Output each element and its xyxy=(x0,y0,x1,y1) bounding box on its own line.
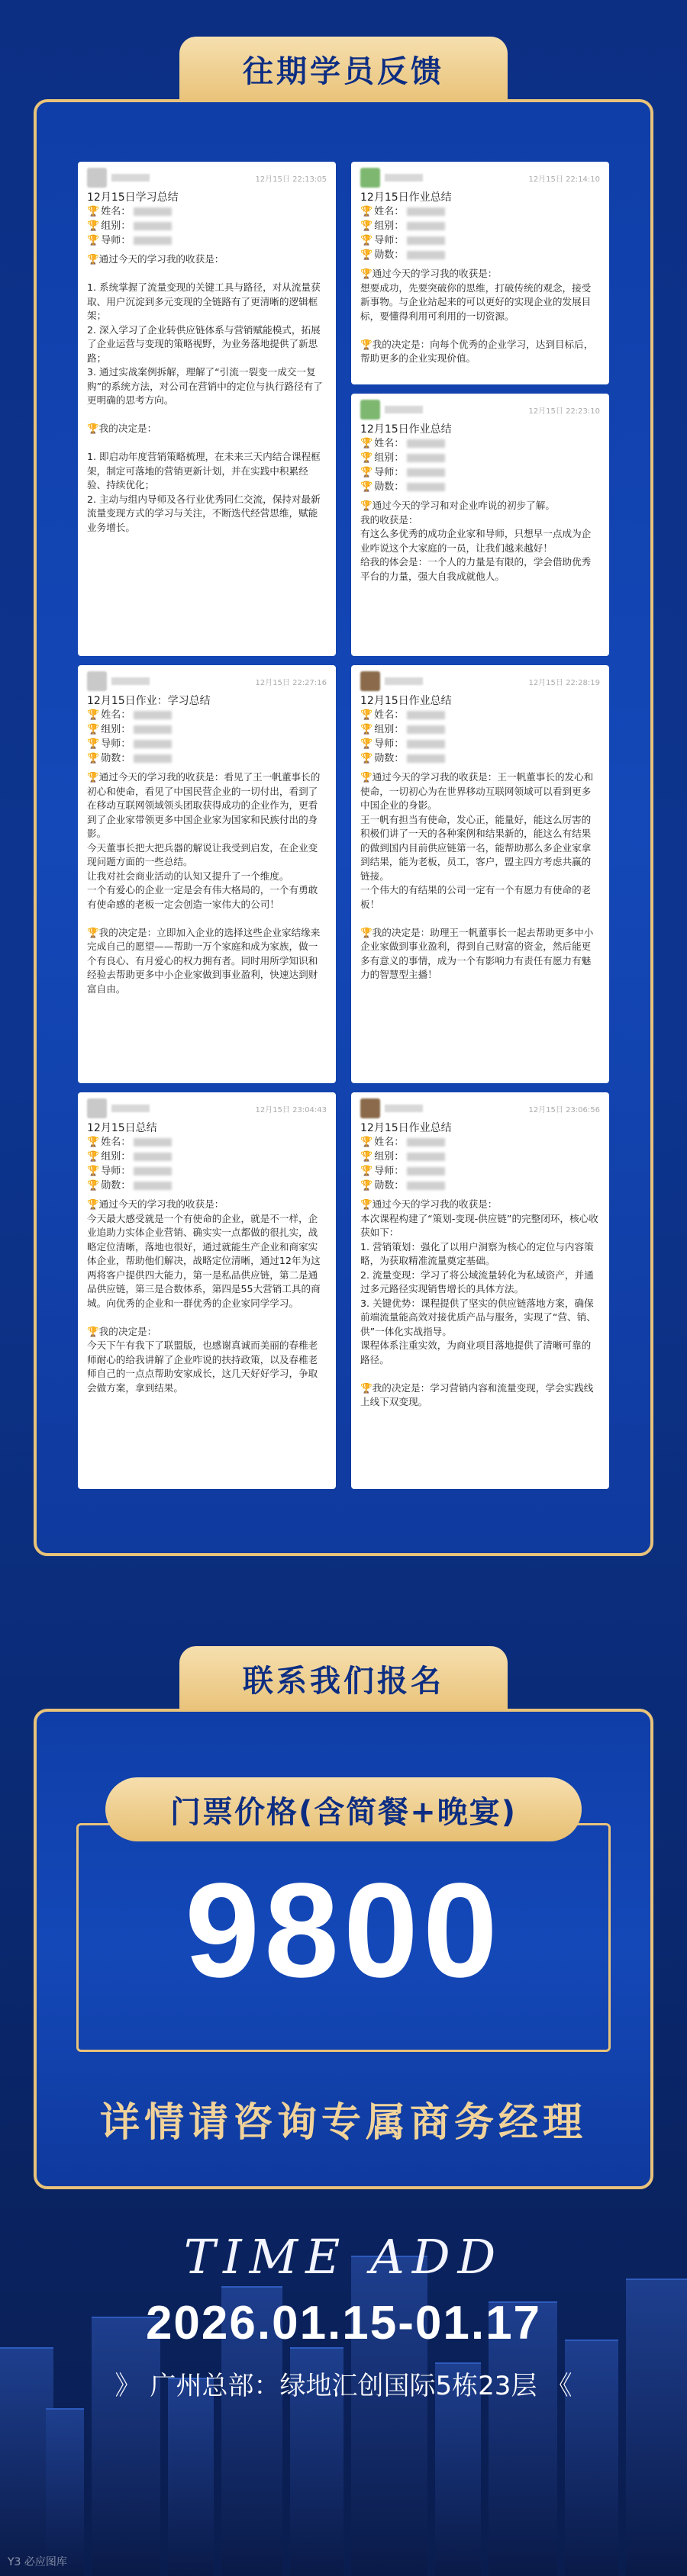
avatar xyxy=(87,671,107,691)
card-body: 🏆通过今天的学习我的收获是： 想要成功，先要突破你的思维，打破传统的观念，接受新事物。与企业站起来的可以更好的实现企业的发展目标，要懂得利用可利用的一切资源。 🏆我的决定是：向每个优秀的企业学习，达到目标后，帮助更多的企业实现价值。 xyxy=(360,268,594,364)
card-field xyxy=(360,737,600,751)
trophy-icon: 🏆 xyxy=(360,1166,373,1177)
redacted-value xyxy=(134,1138,172,1146)
trophy-icon: 🏆 xyxy=(360,452,373,464)
redacted-value xyxy=(407,439,445,448)
trophy-icon: 🏆 xyxy=(360,1137,373,1148)
trophy-icon: 🏆 xyxy=(360,1180,373,1192)
brand-logo: TIME ADD xyxy=(183,2229,504,2285)
card-field xyxy=(360,1135,600,1150)
event-dates: 2026.01.15-01.17 xyxy=(145,2297,542,2349)
consult-text: 详情请咨询专属商务经理 xyxy=(99,2100,587,2146)
section-title-tab xyxy=(179,1646,508,1710)
card-field xyxy=(87,722,327,737)
redacted-value xyxy=(407,1153,445,1161)
trophy-icon: 🏆 xyxy=(360,249,373,261)
field-label: 姓名： xyxy=(374,438,405,449)
redacted-value xyxy=(407,236,445,245)
card-field xyxy=(360,480,600,494)
card-field xyxy=(87,1179,327,1193)
trophy-icon: 🏆 xyxy=(360,481,373,493)
username-blurred xyxy=(385,677,423,685)
card-meta xyxy=(87,169,327,186)
card-field xyxy=(360,722,600,737)
card-field xyxy=(87,233,327,248)
redacted-value xyxy=(134,1182,172,1190)
field-label: 导师： xyxy=(374,738,405,750)
feedback-card xyxy=(78,1092,336,1489)
username-blurred xyxy=(111,1105,150,1112)
avatar xyxy=(360,168,380,188)
timestamp: 12月15日 22:27:16 xyxy=(255,678,327,687)
feedback-card xyxy=(351,665,609,1083)
card-field xyxy=(87,708,327,722)
card-title: 12月15日学习总结 xyxy=(87,191,179,204)
feedback-card xyxy=(351,1092,609,1489)
field-label: 组别： xyxy=(101,1151,131,1163)
trophy-icon: 🏆 xyxy=(360,709,373,721)
avatar xyxy=(360,400,380,420)
avatar xyxy=(360,671,380,691)
card-field xyxy=(87,1164,327,1179)
username-blurred xyxy=(385,1105,423,1112)
card-title: 12月15日作业总结 xyxy=(360,1122,452,1134)
redacted-value xyxy=(407,483,445,491)
card-body: 🏆通过今天的学习我的收获是： 今天最大感受就是一个有使命的企业，就是不一样，企业追助力实体企业营销、确实实一点都做的很扎实，战略定位清晰，落地也很好，通过就能生产企业和商家实体企业，帮助他们解决，战略定位清晰，通过12年为这两将客户提供四大能力，第一是私品供应链，第二是通品供应链，第三是合数体系，第四是55大营销工具的商城。向优秀的企业和一群优秀的企业家同学学习。 🏆我的决定是： 今天下午有我下了联盟版，也感谢真诚而美丽的春稚老师耐心的给我讲解了企业咋说的扶持政策，以及春稚老师自己的一点点帮助安家成长，这几天好好学习，争取会做方案，拿到结果。 xyxy=(87,1198,321,1394)
field-label: 导师： xyxy=(374,235,405,246)
card-field xyxy=(360,1164,600,1179)
card-title: 12月15日作业：学习总结 xyxy=(87,695,211,707)
card-field xyxy=(360,436,600,451)
redacted-value xyxy=(407,1138,445,1146)
section-title: 联系我们报名 xyxy=(243,1663,444,1699)
redacted-value xyxy=(407,1182,445,1190)
redacted-value xyxy=(407,222,445,230)
card-field xyxy=(360,1150,600,1164)
redacted-value xyxy=(134,207,172,216)
username-blurred xyxy=(111,677,150,685)
field-label: 组别： xyxy=(374,724,405,735)
field-label: 组别： xyxy=(101,724,131,735)
trophy-icon: 🏆 xyxy=(87,1180,100,1192)
timestamp: 12月15日 22:23:10 xyxy=(528,407,600,416)
trophy-icon: 🏆 xyxy=(360,724,373,735)
card-field xyxy=(87,204,327,219)
field-label: 勋数： xyxy=(374,249,405,261)
price-label: 门票价格(含简餐+晚宴) xyxy=(169,1794,518,1830)
card-field xyxy=(360,1179,600,1193)
chevron-right-icon: 《 xyxy=(546,2371,572,2401)
redacted-value xyxy=(407,740,445,748)
timestamp: 12月15日 23:06:56 xyxy=(528,1105,600,1114)
trophy-icon: 🏆 xyxy=(87,235,100,246)
card-meta xyxy=(360,169,600,186)
field-label: 导师： xyxy=(101,738,131,750)
address-line xyxy=(0,2365,687,2402)
trophy-icon: 🏆 xyxy=(360,753,373,764)
field-label: 姓名： xyxy=(374,1137,405,1148)
card-field xyxy=(87,737,327,751)
card-meta xyxy=(87,673,327,690)
trophy-icon: 🏆 xyxy=(360,235,373,246)
redacted-value xyxy=(134,740,172,748)
trophy-icon: 🏆 xyxy=(87,738,100,750)
card-body: 🏆通过今天的学习我的收获是： 1. 系统掌握了流量变现的关键工具与路径，对从流量获取、用户沉淀到多元变现的全链路有了更清晰的逻辑框架； 2. 深入学习了企业转供应链体系与营销赋能模式，拓展了企业运营与变现的策略视野，为业务落地提供了新思路； 3. 通过实战案例拆解，理解了“引流一裂变一成交一复购”的系统方法，对公司在营销中的定位与执行路径有了更明确的思考方向。 🏆我的决定是： 1. 即启动年度营销策略梳理，在未来三天内结合课程框架，制定可落地的营销更新计划，并在实践中积累经验、持续优化； 2. 主动与组内导师及各行业优秀同仁交流，保持对最新流量变现方式的学习与关注，不断迭代经营思维，赋能业务增长。 xyxy=(87,253,323,533)
redacted-value xyxy=(407,207,445,216)
redacted-value xyxy=(407,711,445,719)
card-field xyxy=(360,451,600,465)
field-label: 姓名： xyxy=(374,709,405,721)
trophy-icon: 🏆 xyxy=(87,1151,100,1163)
card-body: 🏆通过今天的学习我的收获是：王一帆董事长的发心和使命，一切初心为在世界移动互联网领域可以看到更多中国企业的身影。 王一帆有担当有使命，发心正，能量好，能这么厉害的积极们讲了一天的各种案例和结果新的，能这么有结果的做到国内目前供应链第一名，能帮助那么多企业家拿到结果，能为老板，员工，客户，盟主四方考虑共赢的链接。 一个伟大的有结果的公司一定有一个有愿力有使命的老板！ 🏆我的决定是：助理王一帆董事长一起去帮助更多中小企业家做到事业盈利，得到自己财富的资金，然后能更多有意义的事情，成为一个有影响力有责任有愿力有魅力的智慧型主播！ xyxy=(360,771,594,980)
redacted-value xyxy=(134,725,172,734)
username-blurred xyxy=(111,174,150,182)
field-label: 导师： xyxy=(101,235,131,246)
card-field xyxy=(360,233,600,248)
chevron-left-icon: 》 xyxy=(114,2371,141,2401)
card-field xyxy=(87,751,327,766)
card-body: 🏆通过今天的学习和对企业咋说的初步了解。 我的收获是： 有这么多优秀的成功企业家和导师，只想早一点成为企业咋说这个大家庭的一员，让我们越来越好！ 给我的体会是：一个人的力量是有限的，学会借助优秀平台的力量，强大自我成就他人。 xyxy=(360,500,592,582)
timestamp: 12月15日 22:14:10 xyxy=(528,175,600,184)
field-label: 勋数： xyxy=(101,753,131,764)
trophy-icon: 🏆 xyxy=(360,206,373,217)
timestamp: 12月15日 23:04:43 xyxy=(255,1105,327,1114)
card-meta xyxy=(360,673,600,690)
field-label: 勋数： xyxy=(374,1180,405,1192)
trophy-icon: 🏆 xyxy=(87,724,100,735)
trophy-icon: 🏆 xyxy=(87,1137,100,1148)
timestamp: 12月15日 22:13:05 xyxy=(255,175,327,184)
trophy-icon: 🏆 xyxy=(87,1166,100,1177)
card-body: 🏆通过今天的学习我的收获是： 本次课程构建了“策划-变现-供应链”的完整闭环，核心收获如下： 1. 营销策划：强化了以用户洞察为核心的定位与内容策略，为获取精准流量奠定基础。 2. 流量变现：学习了将公域流量转化为私域资产，并通过多元路径实现销售增长的具体方法。 3. 关键优势：课程提供了坚实的供应链落地方案，确保前端流量能高效对接优质产品与服务，实现了“营、销、供”一体化实战指导。 课程体系注重实效，为商业项目落地提供了清晰可靠的路径。 🏆我的决定是：学习营销内容和流量变现，学会实践线上线下双变现。 xyxy=(360,1198,598,1407)
avatar xyxy=(87,1098,107,1118)
card-meta xyxy=(360,1100,600,1117)
trophy-icon: 🏆 xyxy=(360,438,373,449)
redacted-value xyxy=(134,222,172,230)
trophy-icon: 🏆 xyxy=(87,753,100,764)
redacted-value xyxy=(407,725,445,734)
redacted-value xyxy=(134,754,172,763)
watermark: Y3 必应图库 xyxy=(8,2556,67,2568)
username-blurred xyxy=(385,406,423,413)
card-field xyxy=(360,751,600,766)
trophy-icon: 🏆 xyxy=(87,709,100,721)
feedback-card xyxy=(78,162,336,656)
card-title: 12月15日作业总结 xyxy=(360,191,452,204)
feedback-card xyxy=(351,394,609,656)
trophy-icon: 🏆 xyxy=(87,206,100,217)
card-title: 12月15日总结 xyxy=(87,1122,157,1134)
card-title: 12月15日作业总结 xyxy=(360,695,452,707)
card-field xyxy=(360,465,600,480)
card-field xyxy=(360,708,600,722)
field-label: 勋数： xyxy=(374,753,405,764)
field-label: 姓名： xyxy=(101,206,131,217)
card-meta xyxy=(87,1100,327,1117)
card-field xyxy=(360,219,600,233)
ticket-price: 9800 xyxy=(185,1856,502,2005)
field-label: 导师： xyxy=(101,1166,131,1177)
redacted-value xyxy=(134,1153,172,1161)
field-label: 姓名： xyxy=(374,206,405,217)
field-label: 组别： xyxy=(101,220,131,232)
trophy-icon: 🏆 xyxy=(360,738,373,750)
field-label: 组别： xyxy=(374,452,405,464)
price-label-pill xyxy=(105,1777,582,1841)
redacted-value xyxy=(407,754,445,763)
field-label: 姓名： xyxy=(101,1137,131,1148)
card-title: 12月15日作业总结 xyxy=(360,423,452,436)
avatar xyxy=(360,1098,380,1118)
field-label: 导师： xyxy=(374,1166,405,1177)
redacted-value xyxy=(134,1167,172,1175)
card-field xyxy=(360,204,600,219)
timestamp: 12月15日 22:28:19 xyxy=(528,678,600,687)
trophy-icon: 🏆 xyxy=(87,220,100,232)
redacted-value xyxy=(407,251,445,259)
avatar xyxy=(87,168,107,188)
card-meta xyxy=(360,401,600,418)
redacted-value xyxy=(407,1167,445,1175)
field-label: 勋数： xyxy=(101,1180,131,1192)
redacted-value xyxy=(407,454,445,462)
card-body: 🏆通过今天的学习我的收获是：看见了王一帆董事长的初心和使命，看见了中国民营企业的一切付出，看到了在移动互联网领域领头团取获得成功的企业作为，更看到了企业家带领更多中国企业家为国家和民族付出的身影。 今天董事长把大把兵器的解说让我受到启发，在企业变现问题方面的一些总结。 让我对社会商业活动的认知又提升了一个维度。 一个有爱心的企业一定是会有伟大格局的，一个有勇敢有使命感的老板一定会创造一家伟大的公司！ 🏆我的决定是：立即加入企业的选择这些企业家结缘来完成自己的愿望——帮助一万个家庭和成为家族，做一个有良心、有月爱心的权力拥有者。同时用所学知识和经验去帮助更多中小企业家做到事业盈利，快速达到财富自由。 xyxy=(87,771,321,995)
field-label: 姓名： xyxy=(101,709,131,721)
section-title-tab xyxy=(179,37,508,101)
card-field xyxy=(87,1135,327,1150)
section-title: 往期学员反馈 xyxy=(243,53,444,89)
feedback-card xyxy=(351,162,609,384)
trophy-icon: 🏆 xyxy=(360,220,373,232)
field-label: 组别： xyxy=(374,1151,405,1163)
redacted-value xyxy=(134,711,172,719)
trophy-icon: 🏆 xyxy=(360,1151,373,1163)
feedback-card xyxy=(78,665,336,1083)
redacted-value xyxy=(134,236,172,245)
field-label: 勋数： xyxy=(374,481,405,493)
card-field xyxy=(87,219,327,233)
username-blurred xyxy=(385,174,423,182)
card-field xyxy=(87,1150,327,1164)
field-label: 组别： xyxy=(374,220,405,232)
trophy-icon: 🏆 xyxy=(360,467,373,478)
redacted-value xyxy=(407,468,445,477)
address-text: 广州总部：绿地汇创国际5栋23层 xyxy=(150,2371,537,2401)
card-field xyxy=(360,248,600,262)
field-label: 导师： xyxy=(374,467,405,478)
